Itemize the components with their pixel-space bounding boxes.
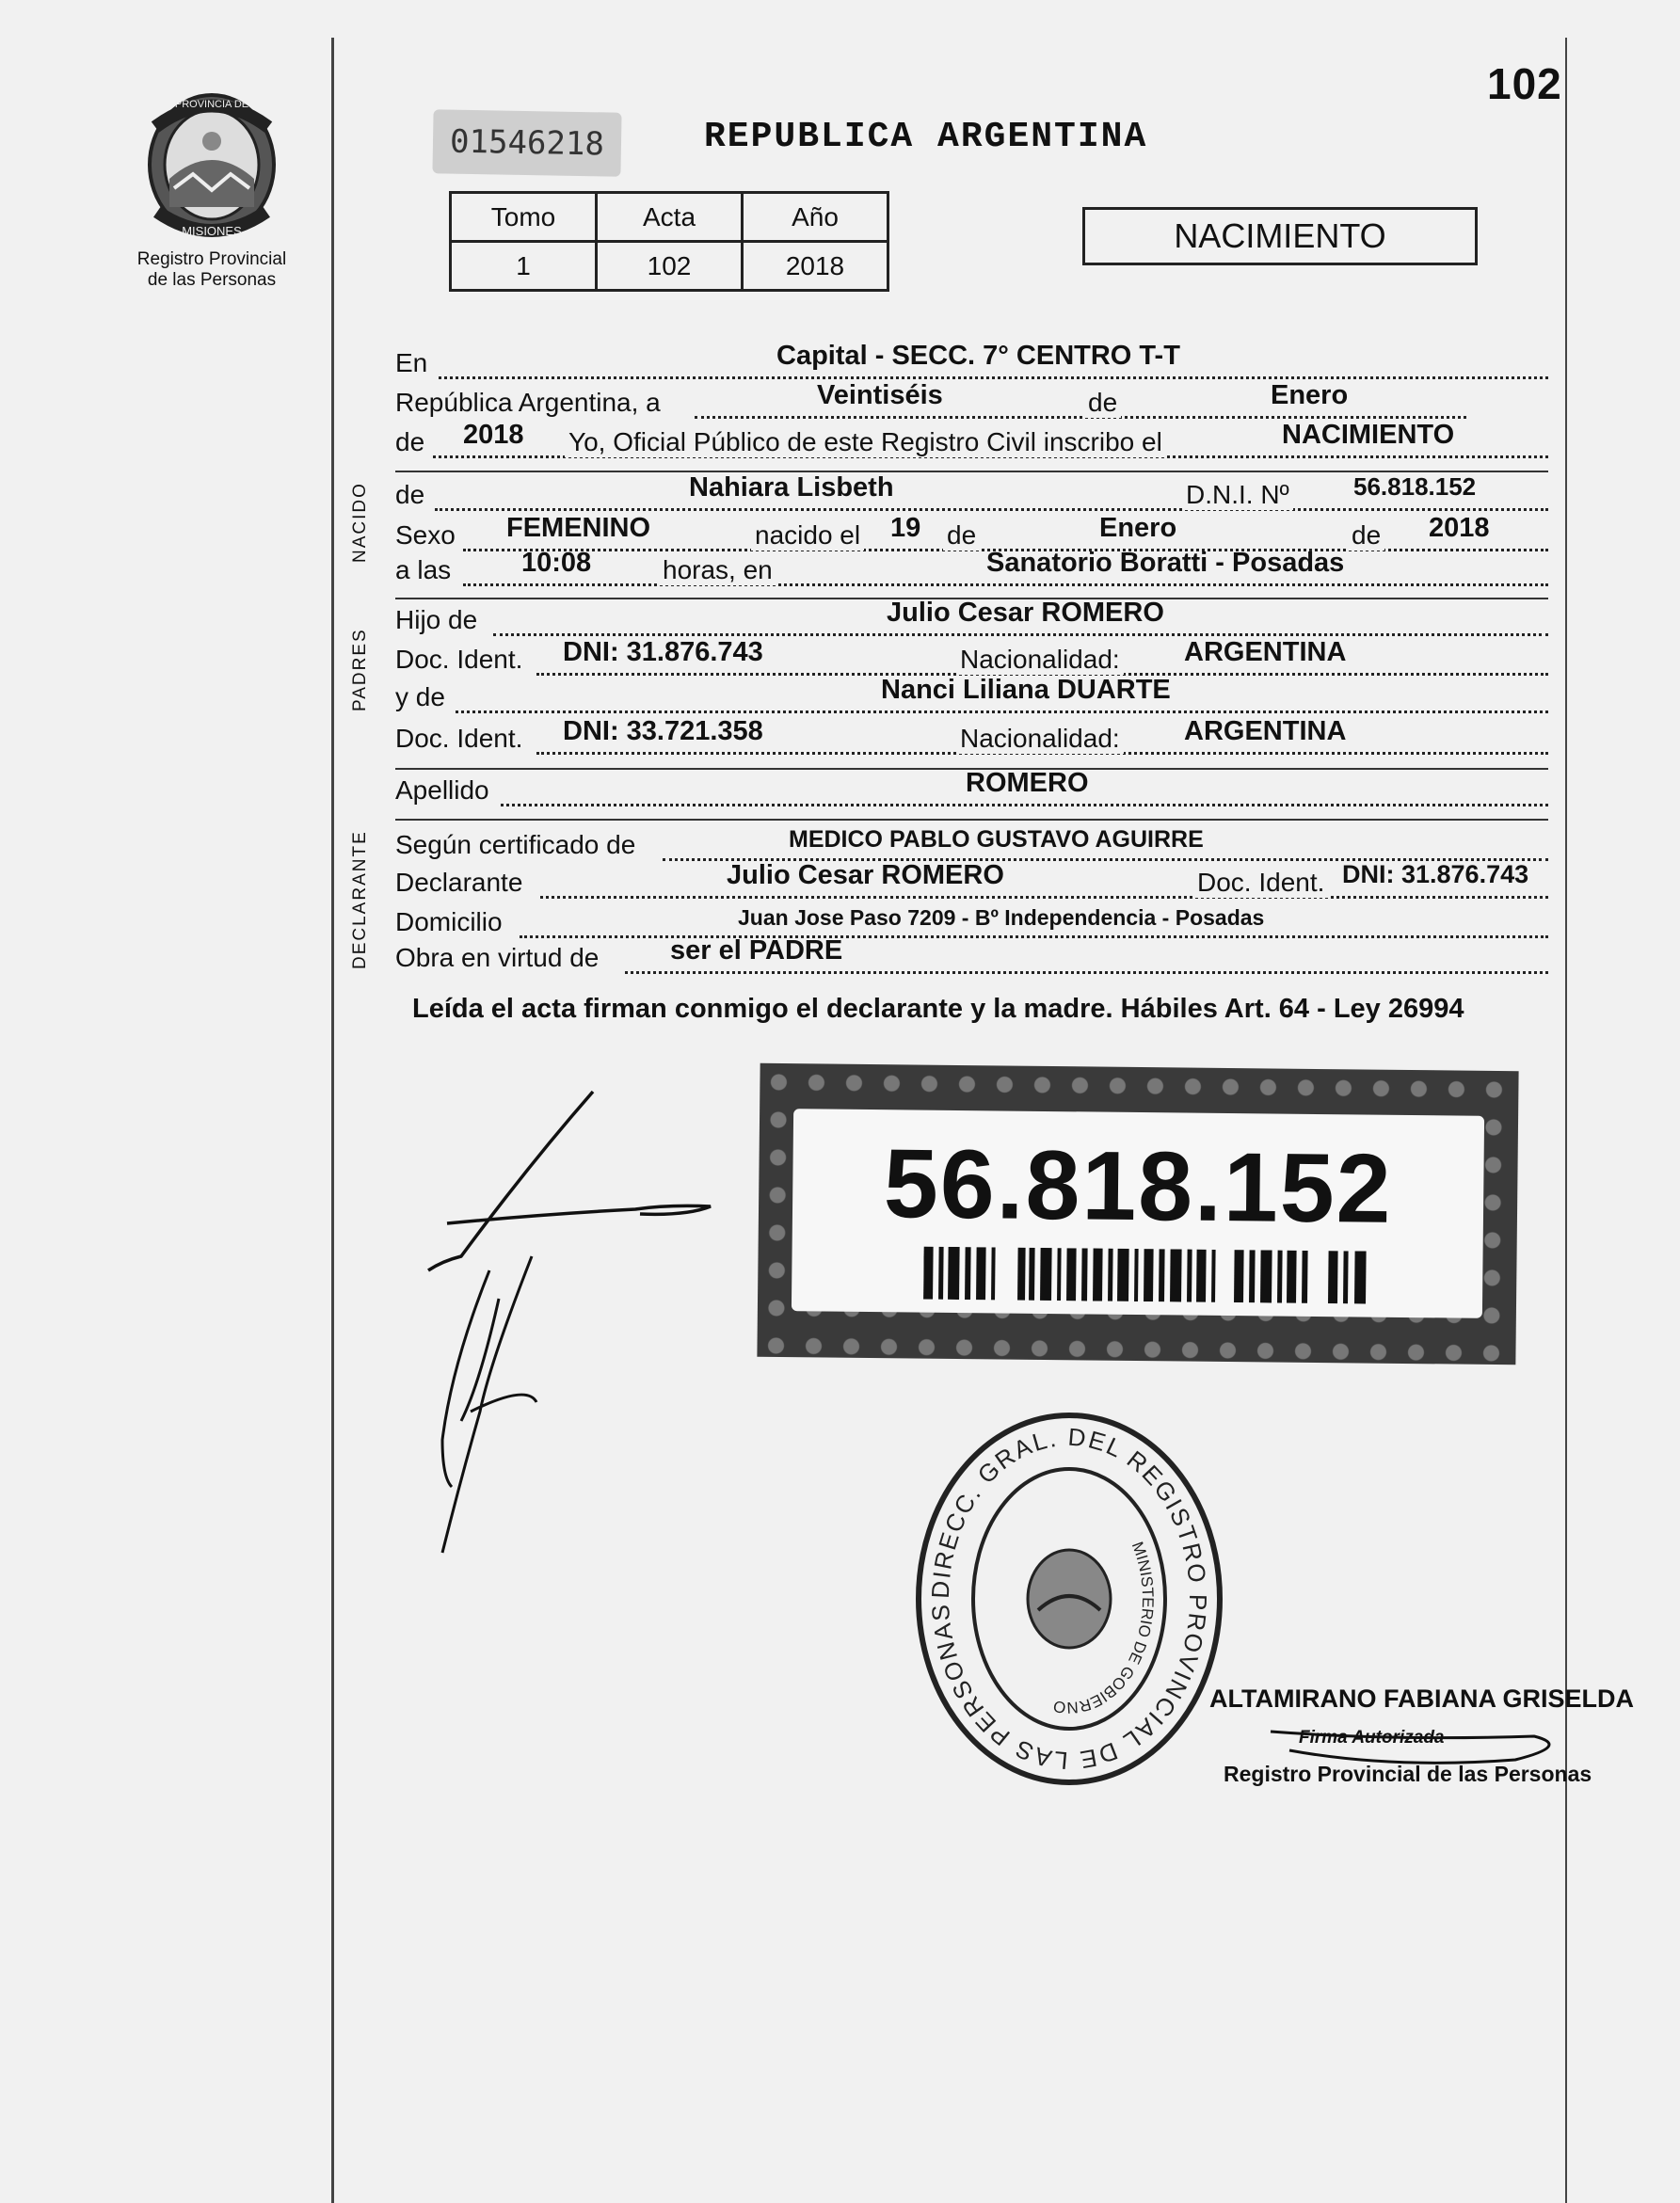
cert-label: Según certificado de xyxy=(395,830,636,859)
dotted-line xyxy=(439,376,1548,379)
obra-label: Obra en virtud de xyxy=(395,943,600,972)
dni-sticker-number: 56.818.152 xyxy=(883,1129,1394,1244)
row-time-place xyxy=(395,548,1548,589)
row-place xyxy=(395,341,1548,382)
row-certificate xyxy=(395,826,1548,864)
header-acta: Acta xyxy=(597,193,743,242)
child-dni: 56.818.152 xyxy=(1353,472,1477,501)
row-capacity xyxy=(395,935,1548,977)
officer-text: Yo, Oficial Público de este Registro Civil inscribo el xyxy=(565,427,1166,457)
father-nationality: ARGENTINA xyxy=(1184,637,1347,667)
row-surname xyxy=(395,768,1548,809)
year-value: 2018 xyxy=(463,420,524,450)
month-value: Enero xyxy=(1271,380,1349,410)
mother-name: Nanci Liliana DUARTE xyxy=(881,675,1171,705)
value-acta: 102 xyxy=(597,242,743,291)
domicilio-label: Domicilio xyxy=(395,907,503,936)
birth-place: Sanatorio Boratti - Posadas xyxy=(986,548,1345,578)
volume-table xyxy=(449,191,889,292)
place-value: Capital - SECC. 7° CENTRO T-T xyxy=(776,341,1180,371)
serial-number-stamp: 01546218 xyxy=(432,109,621,176)
dotted-line xyxy=(695,416,1466,419)
birth-month: Enero xyxy=(1099,513,1177,543)
row-address xyxy=(395,907,1548,941)
row-child-name xyxy=(395,472,1548,514)
father-name: Julio Cesar ROMERO xyxy=(887,598,1164,628)
horas-label: horas, en xyxy=(659,555,776,585)
row-mother-doc xyxy=(395,716,1548,758)
de-label-3: de xyxy=(1348,520,1384,551)
declarante-label: Declarante xyxy=(395,868,523,897)
nationality-label: Nacionalidad: xyxy=(956,645,1124,675)
left-margin-line xyxy=(331,38,334,2203)
dotted-line xyxy=(501,804,1548,806)
de-label: de xyxy=(395,480,425,509)
row-father-doc xyxy=(395,637,1548,678)
dni-sticker xyxy=(757,1063,1518,1365)
row-father xyxy=(395,598,1548,639)
surname-value: ROMERO xyxy=(966,768,1089,798)
header-tomo: Tomo xyxy=(451,193,597,242)
birth-year: 2018 xyxy=(1429,513,1490,543)
dotted-line xyxy=(463,583,1548,586)
header-anio: Año xyxy=(743,193,888,242)
logo-bottom-text: MISIONES xyxy=(182,224,242,238)
logo-top-text: PROVINCIA DE xyxy=(174,99,249,110)
dni-sticker-panel xyxy=(792,1109,1484,1318)
registry-caption xyxy=(113,249,311,291)
sexo-value: FEMENINO xyxy=(506,513,651,543)
signatory-title: Firma Autorizada xyxy=(1299,1728,1445,1748)
alas-label: a las xyxy=(395,555,452,584)
de-label-2: de xyxy=(943,520,980,551)
record-type-box: NACIMIENTO xyxy=(1082,207,1478,265)
signatory-registry: Registro Provincial de las Personas xyxy=(1224,1762,1592,1786)
mother-nationality: ARGENTINA xyxy=(1184,716,1347,746)
section-label-padres: PADRES xyxy=(350,628,370,711)
hijo-label: Hijo de xyxy=(395,605,478,634)
cert-value: MEDICO PABLO GUSTAVO AGUIRRE xyxy=(789,826,1204,853)
row-date xyxy=(395,380,1548,422)
yde-label: y de xyxy=(395,682,445,711)
declarant-name: Julio Cesar ROMERO xyxy=(727,860,1004,890)
nacido-label: nacido el xyxy=(751,520,864,551)
father-doc: DNI: 31.876.743 xyxy=(563,637,763,667)
registry-caption-line1: Registro Provincial xyxy=(136,249,287,269)
dni-label: D.N.I. Nº xyxy=(1182,480,1293,510)
row-declarant xyxy=(395,860,1548,902)
doc-label: Doc. Ident. xyxy=(395,724,523,753)
republica-label: República Argentina, a xyxy=(395,388,661,417)
dotted-line xyxy=(456,710,1548,713)
signatory-name: ALTAMIRANO FABIANA GRISELDA xyxy=(1209,1684,1634,1713)
birth-day: 19 xyxy=(890,513,921,543)
declarant-doc: DNI: 31.876.743 xyxy=(1342,860,1529,888)
volume-table-value-row xyxy=(451,242,888,291)
sexo-label: Sexo xyxy=(395,520,456,550)
misiones-coat-of-arms-logo xyxy=(136,85,287,245)
address-value: Juan Jose Paso 7209 - Bº Independencia - Posadas xyxy=(738,905,1265,930)
child-name: Nahiara Lisbeth xyxy=(689,472,894,503)
official-seal-stamp xyxy=(911,1408,1227,1790)
signatory-scribble xyxy=(1252,1694,1572,1779)
value-anio: 2018 xyxy=(743,242,888,291)
section-label-nacido: NACIDO xyxy=(350,482,370,563)
seal-outer-text: DIRECC. GRAL. DEL REGISTRO PROVINCIAL DE LAS PERSONAS xyxy=(925,1422,1213,1776)
row-mother xyxy=(395,675,1548,716)
day-value: Veintiséis xyxy=(817,380,943,410)
en-label: En xyxy=(395,348,428,377)
nationality-label: Nacionalidad: xyxy=(956,724,1124,754)
doc-label: Doc. Ident. xyxy=(395,645,523,674)
dotted-line xyxy=(540,896,1548,899)
dotted-line xyxy=(493,633,1548,636)
handwritten-signature xyxy=(414,1082,734,1572)
de-label: de xyxy=(1084,388,1121,418)
row-year-officer xyxy=(395,420,1548,461)
value-tomo: 1 xyxy=(451,242,597,291)
act-type-value: NACIMIENTO xyxy=(1282,420,1455,450)
dotted-line xyxy=(435,508,1548,511)
page-number: 102 xyxy=(1487,59,1562,108)
seal-inner-text: MINISTERIO DE GOBIERNO xyxy=(1051,1539,1158,1717)
birth-time: 10:08 xyxy=(521,548,592,578)
dotted-line xyxy=(625,971,1548,974)
declarant-doc-label: Doc. Ident. xyxy=(1193,868,1328,898)
capacity-value: ser el PADRE xyxy=(670,935,843,966)
divider xyxy=(395,819,1548,821)
closing-statement: Leída el acta firman conmigo el declarante y la madre. Hábiles Art. 64 - Ley 26994 xyxy=(412,994,1464,1024)
apellido-label: Apellido xyxy=(395,775,489,805)
volume-table-header-row xyxy=(451,193,888,242)
barcode-icon xyxy=(923,1247,1376,1304)
right-margin-line xyxy=(1565,38,1567,2203)
mother-doc: DNI: 33.721.358 xyxy=(563,716,763,746)
registry-caption-line2: de las Personas xyxy=(147,270,277,290)
section-label-declarante: DECLARANTE xyxy=(350,830,370,969)
country-title: REPUBLICA ARGENTINA xyxy=(704,117,1148,157)
de-year-label: de xyxy=(395,427,425,456)
